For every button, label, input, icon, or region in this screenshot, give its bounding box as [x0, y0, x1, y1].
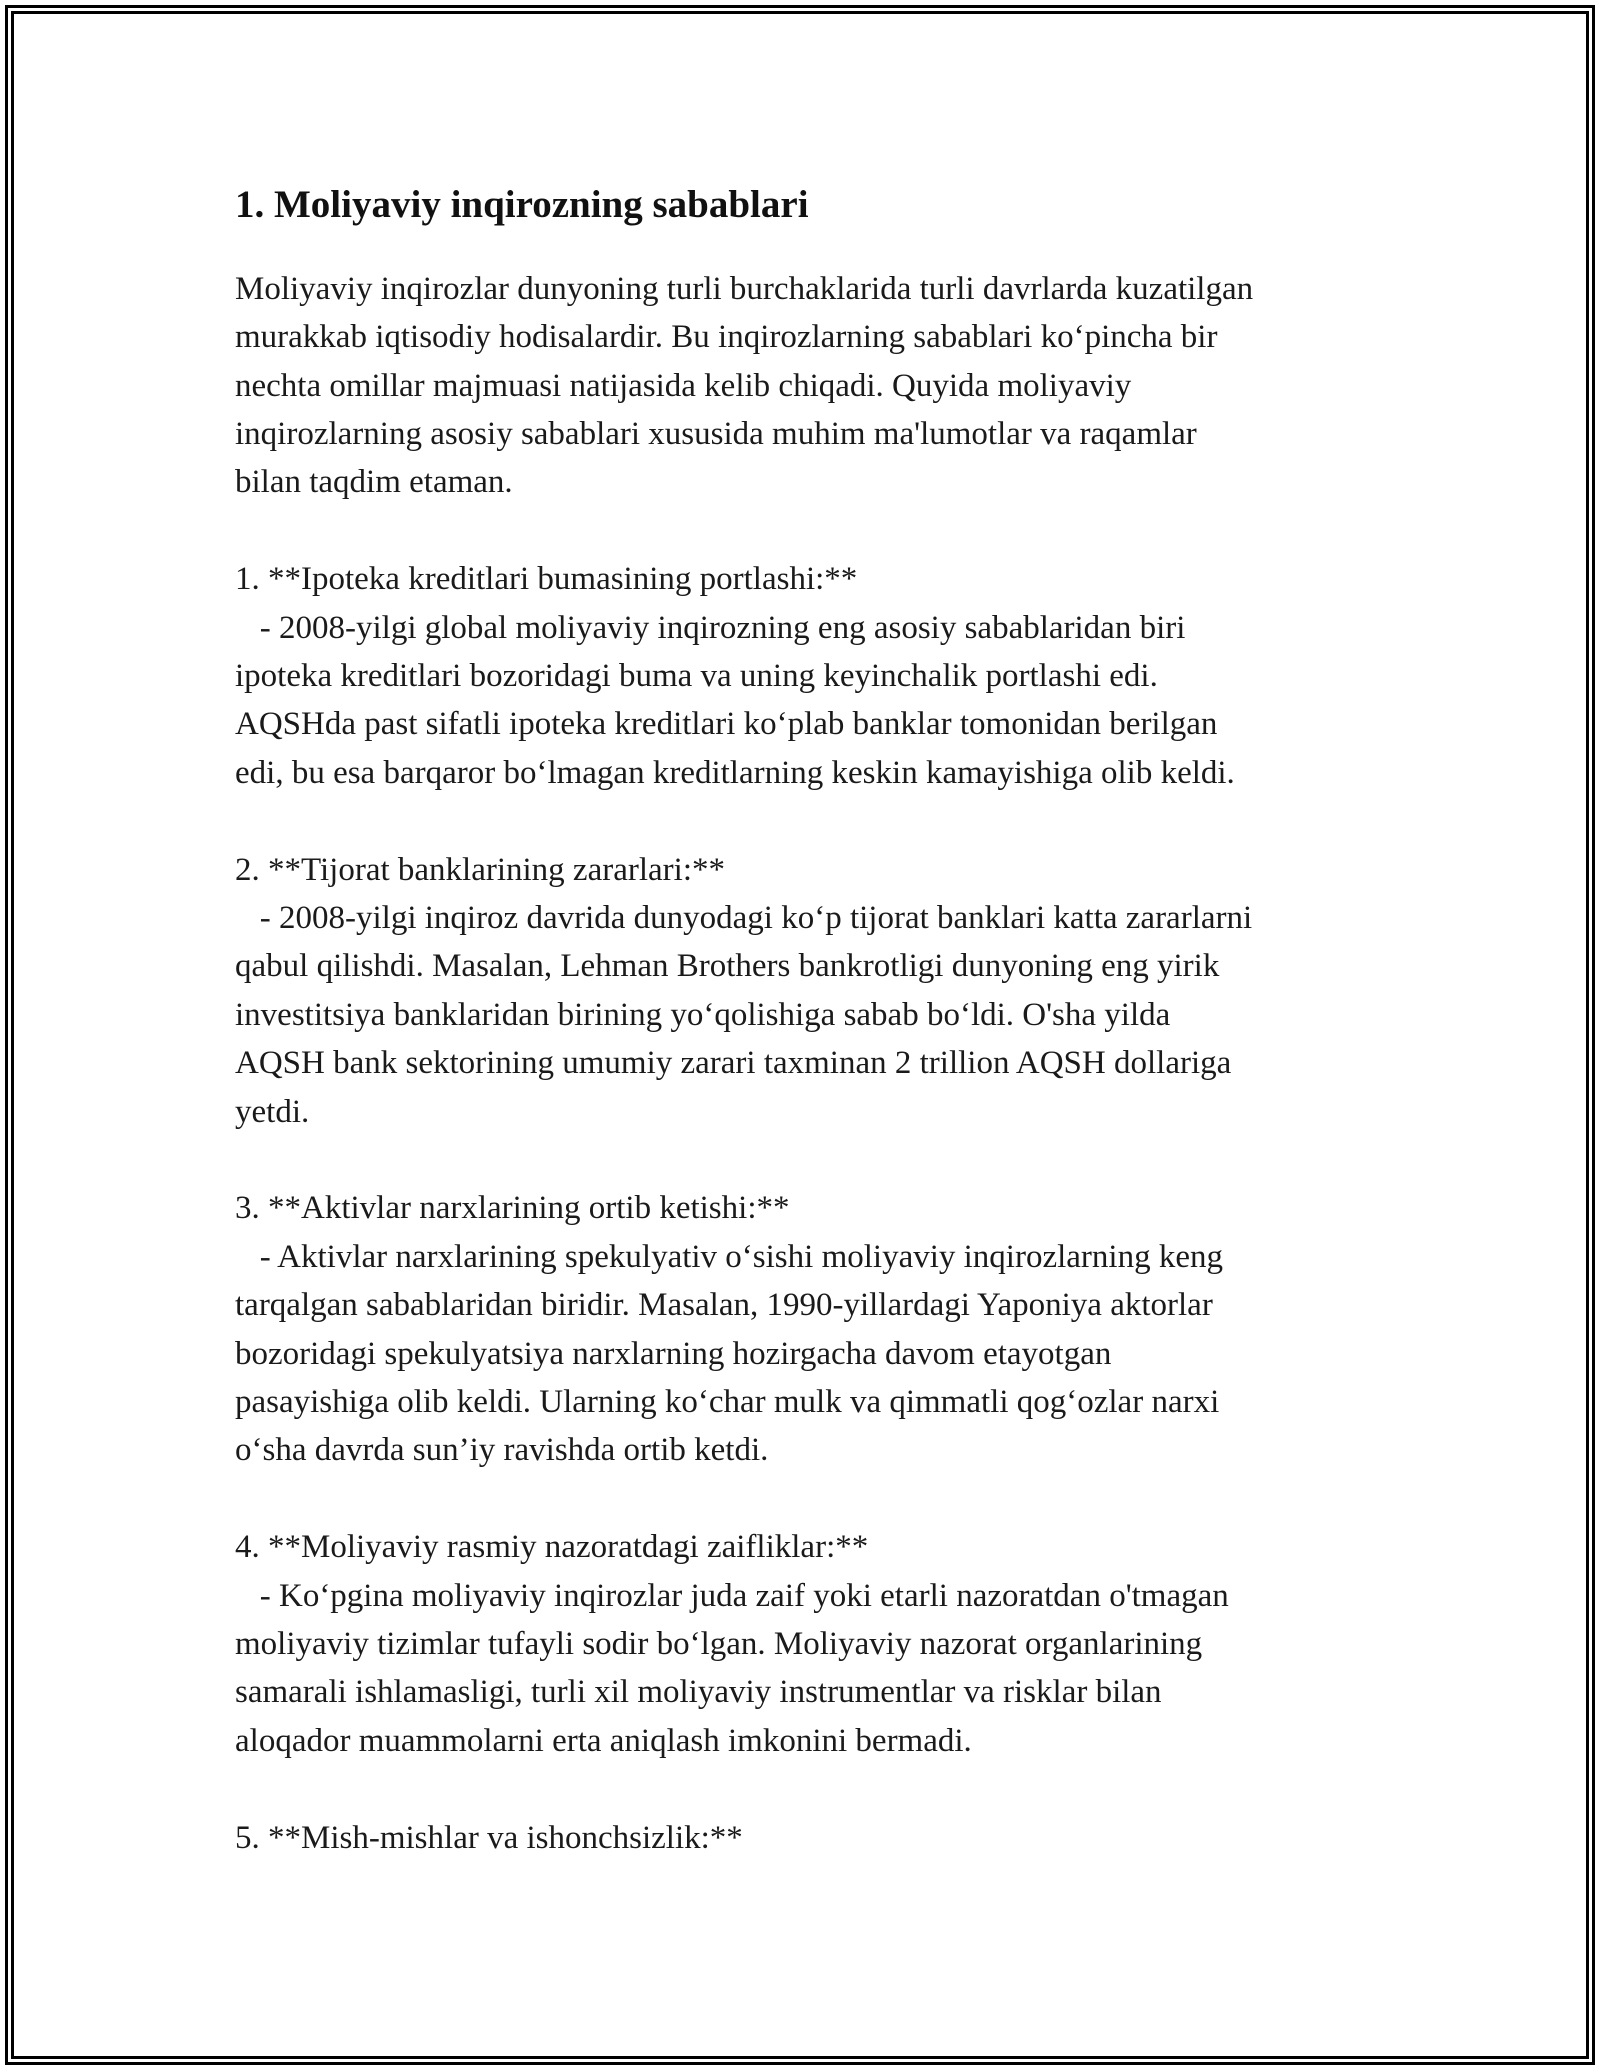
section-1-heading: 1. **Ipoteka kreditlari bumasining portlashi:**	[235, 561, 858, 598]
section-5-heading: 5. **Mish-mishlar va ishonchsizlik:**	[235, 1819, 743, 1856]
section-2-text: - 2008-yilgi inqiroz davrida dunyodagi ko‘p tijorat banklari katta zararlarni qabul qilishdi. Masalan, Lehman Brothers bankrotligi dunyoning eng yirik investitsiya banklaridan birining yo‘qolishiga sabab bo‘ldi. O'sha yilda AQSH bank sektorining umumiy zarari taxminan 2 trillion AQSH dollariga yetdi.	[235, 899, 1253, 1130]
section-2-heading: 2. **Tijorat banklarining zararlari:**	[235, 851, 725, 888]
document-title: 1. Moliyaviy inqirozning sabablari	[235, 183, 809, 226]
section-3-heading: 3. **Aktivlar narxlarining ortib ketishi:**	[235, 1190, 790, 1227]
section-4-text: - Ko‘pgina moliyaviy inqirozlar juda zaif yoki etarli nazoratdan o'tmagan moliyaviy tizimlar tufayli sodir bo‘lgan. Moliyaviy nazorat organlarining samarali ishlamasligi, turli xil moliyaviy instrumentlar va risklar bilan aloqador muammolarni erta aniqlash imkonini bermadi.	[235, 1577, 1229, 1759]
section-1-text: - 2008-yilgi global moliyaviy inqirozning eng asosiy sabablaridan biri ipoteka kreditlari bozoridagi buma va uning keyinchalik portlashi edi. AQSHda past sifatli ipoteka kreditlari ko‘plab banklar tomonidan berilgan edi, bu esa barqaror bo‘lmagan kreditlarning keskin kamayishiga olib keldi.	[235, 609, 1235, 791]
section-4-heading: 4. **Moliyaviy rasmiy nazoratdagi zaifliklar:**	[235, 1529, 869, 1566]
intro-paragraph: Moliyaviy inqirozlar dunyoning turli burchaklarida turli davrlarda kuzatilgan murakkab iqtisodiy hodisalardir. Bu inqirozlarning sabablari ko‘pincha bir nechta omillar majmuasi natijasida kelib chiqadi. Quyida moliyaviy inqirozlarning asosiy sabablari xususida muhim ma'lumotlar va raqamlar bilan taqdim etaman.	[235, 270, 1254, 501]
section-3-text: - Aktivlar narxlarining spekulyativ o‘sishi moliyaviy inqirozlarning keng tarqalgan sabablaridan biridir. Masalan, 1990-yillardagi Yaponiya aktorlar bozoridagi spekulyatsiya narxlarning hozirgacha davom etayotgan pasayishiga olib keldi. Ularning ko‘char mulk va qimmatli qog‘ozlar narxi o‘sha davrda sun’iy ravishda ortib ketdi.	[235, 1238, 1223, 1469]
document-body	[235, 180, 1395, 1862]
